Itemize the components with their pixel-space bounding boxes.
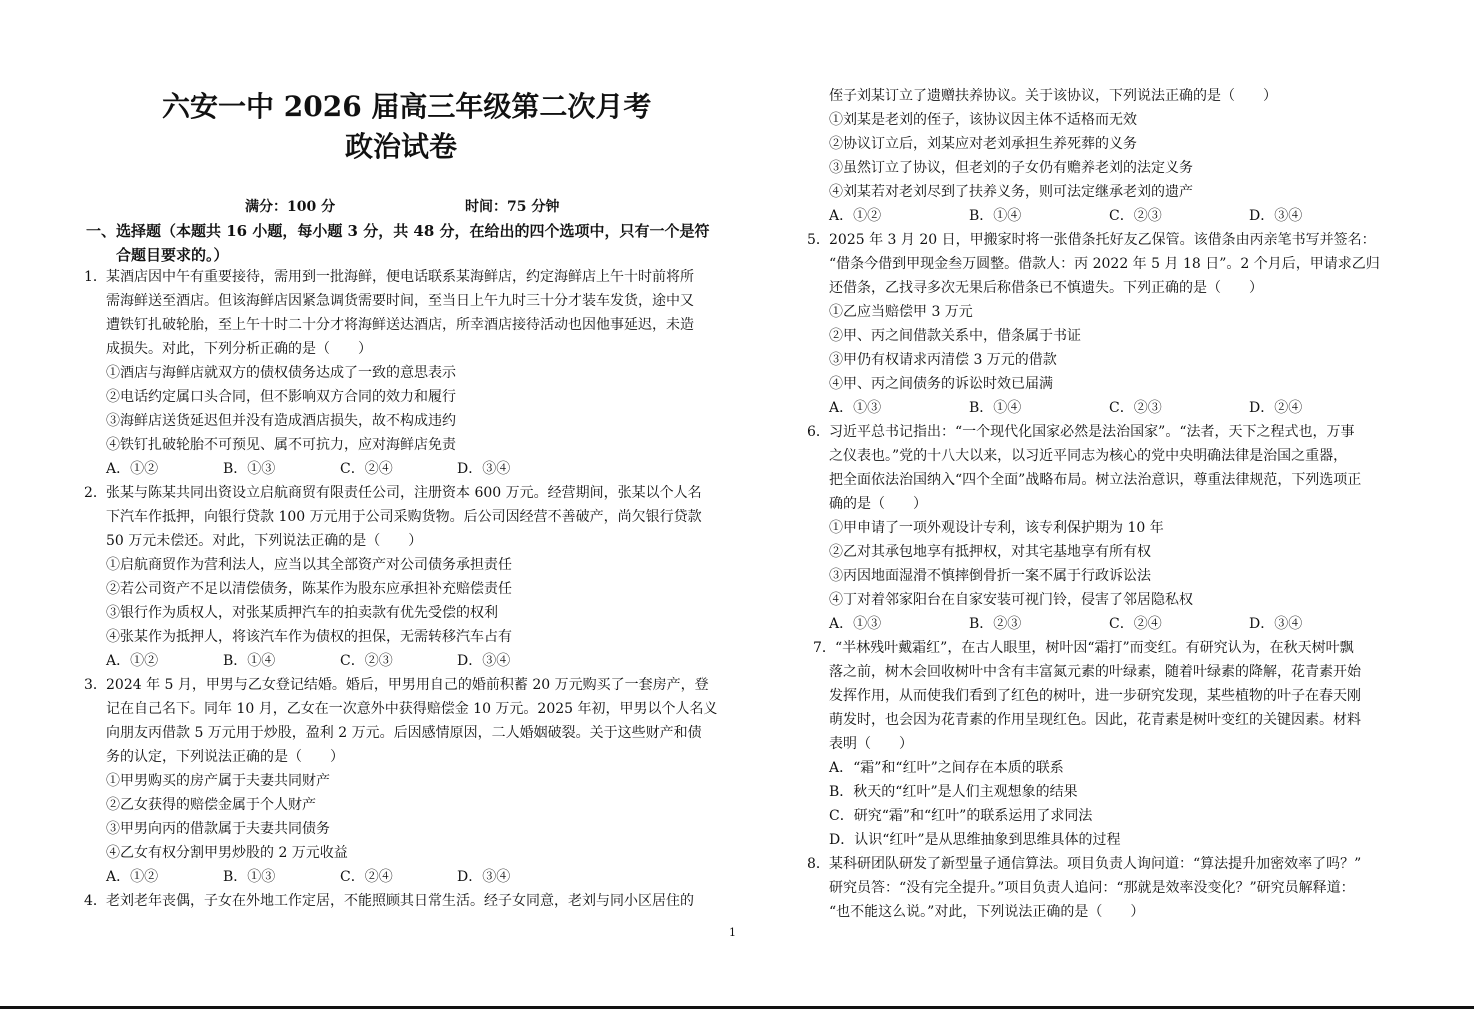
statement-item: ③甲仍有权请求丙清偿 3 万元的借款 [829, 352, 1057, 368]
statement-item: ④刘某若对老刘尽到了扶养义务，则可法定继承老刘的遗产 [829, 184, 1193, 200]
question-number: 6． [807, 424, 830, 440]
question-stem-line: 2025 年 3 月 20 日，甲搬家时将一张借条托好友乙保管。该借条由丙亲笔书写并签名： [829, 232, 1376, 248]
option-c[interactable]: C．②④ [340, 461, 393, 477]
statement-item: ④乙女有权分割甲男炒股的 2 万元收益 [106, 845, 348, 861]
question-stem-line: 务的认定，下列说法正确的是（ ） [106, 749, 344, 765]
statement-item: ①酒店与海鲜店就双方的债权债务达成了一致的意思表示 [106, 365, 456, 381]
option-c[interactable]: C．②③ [340, 653, 393, 669]
option-c[interactable]: C．②③ [1109, 208, 1162, 224]
page-number: 1 [729, 926, 736, 939]
option-d[interactable]: D．③④ [457, 653, 511, 669]
question-stem-line: “也不能这么说。”对此，下列说法正确的是（ ） [829, 904, 1145, 920]
question-stem-line: 研究员答：“没有完全提升。”项目负责人追问：“那就是效率没变化？”研究员解释道： [829, 880, 1355, 896]
option-c[interactable]: C．②③ [1109, 400, 1162, 416]
question-stem-line: 张某与陈某共同出资设立启航商贸有限责任公司，注册资本 600 万元。经营期间，张某以个人名 [106, 485, 702, 501]
question-number: 3． [84, 677, 107, 693]
answer-options [829, 206, 1389, 228]
option-a[interactable]: A．①② [106, 869, 159, 885]
question-stem-line: 成损失。对此，下列分析正确的是（ ） [106, 341, 372, 357]
statement-item: ①启航商贸作为营利法人，应当以其全部资产对公司债务承担责任 [106, 557, 512, 573]
statement-item: ③丙因地面湿滑不慎摔倒骨折一案不属于行政诉讼法 [829, 568, 1151, 584]
question-stem-line: 习近平总书记指出：“一个现代化国家必然是法治国家”。“法者，天下之程式也，万事 [829, 424, 1355, 440]
question-stem-line: 把全面依法治国纳入“四个全面”战略布局。树立法治意识，尊重法律规范，下列选项正 [829, 472, 1362, 488]
question-stem-line: 遭铁钉扎破轮胎，至上午十时二十分才将海鲜送达酒店，所幸酒店接待活动也因他事延迟，未造 [106, 317, 694, 333]
option-b[interactable]: B．①④ [223, 653, 276, 669]
question-number: 4． [84, 893, 107, 909]
statement-item: ②乙对其承包地享有抵押权，对其宅基地享有所有权 [829, 544, 1151, 560]
option-d[interactable]: D．③④ [1249, 616, 1303, 632]
statement-item: ①甲申请了一项外观设计专利，该专利保护期为 10 年 [829, 520, 1164, 536]
question-stem-line: 向朋友丙借款 5 万元用于炒股，盈利 2 万元。后因感情原因，二人婚姻破裂。关于这些财产和债 [106, 725, 702, 741]
statement-item: ③甲男向丙的借款属于夫妻共同债务 [106, 821, 330, 837]
question-stem-line: “借条今借到甲现金叁万圆整。借款人：丙 2022 年 5 月 18 日”。2 个月后，甲请求乙归 [829, 256, 1380, 272]
question-stem-line: 下汽车作抵押，向银行贷款 100 万元用于公司采购货物。后公司因经营不善破产，尚欠银行贷款 [106, 509, 702, 525]
question-stem-line: 某酒店因中午有重要接待，需用到一批海鲜，便电话联系某海鲜店，约定海鲜店上午十时前将所 [106, 269, 694, 285]
option-d[interactable]: D．③④ [457, 461, 511, 477]
question-number: 7． [813, 640, 836, 656]
question-stem-line: 记在自己名下。同年 10 月，乙女在一次意外中获得赔偿金 10 万元。2025 年初，甲男以个人名义 [106, 701, 718, 717]
question-stem-line: 落之前，树木会回收树叶中含有丰富氮元素的叶绿素，随着叶绿素的降解，花青素开始 [829, 664, 1361, 680]
question-stem-line: 萌发时，也会因为花青素的作用呈现红色。因此，花青素是树叶变红的关键因素。材料 [829, 712, 1361, 728]
question-stem-line: 发挥作用，从而使我们看到了红色的树叶，进一步研究发现，某些植物的叶子在春天刚 [829, 688, 1361, 704]
option-a[interactable]: A．①② [106, 653, 159, 669]
statement-item: ②电话约定属口头合同，但不影响双方合同的效力和履行 [106, 389, 456, 405]
question-stem-line: 还借条，乙找寻多次无果后称借条已不慎遗失。下列正确的是（ ） [829, 280, 1263, 296]
option-b[interactable]: B．①③ [223, 461, 276, 477]
section-heading: 一、选择题（本题共 16 小题，每小题 3 分，共 48 分，在给出的四个选项中，只有一个是符 [86, 222, 710, 240]
answer-options [106, 651, 574, 673]
statement-item: ④张某作为抵押人，将该汽车作为债权的担保，无需转移汽车占有 [106, 629, 512, 645]
option-a[interactable]: A．①③ [829, 400, 882, 416]
statement-item: ②协议订立后，刘某应对老刘承担生养死葬的义务 [829, 136, 1137, 152]
option-c[interactable]: C．②④ [340, 869, 393, 885]
answer-options [106, 459, 574, 481]
question-stem-line: 老刘老年丧偶，子女在外地工作定居，不能照顾其日常生活。经子女同意，老刘与同小区居住的 [106, 893, 694, 909]
exam-subtitle: 政治试卷 [345, 130, 458, 163]
question-stem-line: 确的是（ ） [829, 496, 927, 512]
answer-options [829, 398, 1389, 420]
option-c[interactable]: C．研究“霜”和“红叶”的联系运用了求同法 [829, 808, 1093, 824]
option-b[interactable]: B．②③ [969, 616, 1022, 632]
option-d[interactable]: D．③④ [457, 869, 511, 885]
question-number: 8． [807, 856, 830, 872]
statement-item: ④铁钉扎破轮胎不可预见、属不可抗力，应对海鲜店免责 [106, 437, 456, 453]
statement-item: ④甲、丙之间债务的诉讼时效已届满 [829, 376, 1053, 392]
answer-options [829, 614, 1389, 636]
option-a[interactable]: A．①② [106, 461, 159, 477]
exam-time: 时间：75 分钟 [465, 199, 560, 215]
statement-item: ①刘某是老刘的侄子，该协议因主体不适格而无效 [829, 112, 1137, 128]
option-b[interactable]: B．①④ [969, 208, 1022, 224]
option-b[interactable]: B．①④ [969, 400, 1022, 416]
question-stem-line: 某科研团队研发了新型量子通信算法。项目负责人询问道：“算法提升加密效率了吗？” [829, 856, 1362, 872]
exam-title: 六安一中 2026 届高三年级第二次月考 [162, 90, 652, 123]
option-a[interactable]: A．①② [829, 208, 882, 224]
answer-options [106, 867, 574, 889]
statement-item: ④丁对着邻家阳台在自家安装可视门铃，侵害了邻居隐私权 [829, 592, 1193, 608]
question-stem-line: 侄子刘某订立了遗赠扶养协议。关于该协议，下列说法正确的是（ ） [829, 88, 1277, 104]
statement-item: ②若公司资产不足以清偿债务，陈某作为股东应承担补充赔偿责任 [106, 581, 512, 597]
option-c[interactable]: C．②④ [1109, 616, 1162, 632]
statement-item: ③虽然订立了协议，但老刘的子女仍有赡养老刘的法定义务 [829, 160, 1193, 176]
question-number: 5． [807, 232, 830, 248]
statement-item: ③海鲜店送货延迟但并没有造成酒店损失，故不构成违约 [106, 413, 456, 429]
statement-item: ②乙女获得的赔偿金属于个人财产 [106, 797, 316, 813]
option-b[interactable]: B．秋天的“红叶”是人们主观想象的结果 [829, 784, 1078, 800]
question-stem-line: 表明（ ） [829, 736, 913, 752]
option-a[interactable]: A．“霜”和“红叶”之间存在本质的联系 [829, 760, 1064, 776]
question-stem-line: 需海鲜送至酒店。但该海鲜店因紧急调货需要时间，至当日上午九时三十分才装车发货，途中又 [106, 293, 694, 309]
full-score: 满分：100 分 [245, 199, 336, 215]
question-stem-line: 2024 年 5 月，甲男与乙女登记结婚。婚后，甲男用自己的婚前积蓄 20 万元购买了一套房产，登 [106, 677, 709, 693]
option-d[interactable]: D．认识“红叶”是从思维抽象到思维具体的过程 [829, 832, 1121, 848]
statement-item: ①乙应当赔偿甲 3 万元 [829, 304, 973, 320]
option-d[interactable]: D．③④ [1249, 208, 1303, 224]
statement-item: ①甲男购买的房产属于夫妻共同财产 [106, 773, 330, 789]
question-number: 1． [84, 269, 107, 285]
option-a[interactable]: A．①③ [829, 616, 882, 632]
question-stem-line: 50 万元未偿还。对此，下列说法正确的是（ ） [106, 533, 423, 549]
question-stem-line: “半林残叶戴霜红”，在古人眼里，树叶因“霜打”而变红。有研究认为，在秋天树叶飘 [835, 640, 1354, 656]
statement-item: ②甲、丙之间借款关系中，借条属于书证 [829, 328, 1081, 344]
question-number: 2． [84, 485, 107, 501]
section-heading-cont: 合题目要求的。） [116, 246, 229, 264]
option-b[interactable]: B．①③ [223, 869, 276, 885]
statement-item: ③银行作为质权人，对张某质押汽车的拍卖款有优先受偿的权利 [106, 605, 498, 621]
question-stem-line: 之仪表也。”党的十八大以来，以习近平同志为核心的党中央明确法律是治国之重器， [829, 448, 1348, 464]
option-d[interactable]: D．②④ [1249, 400, 1303, 416]
